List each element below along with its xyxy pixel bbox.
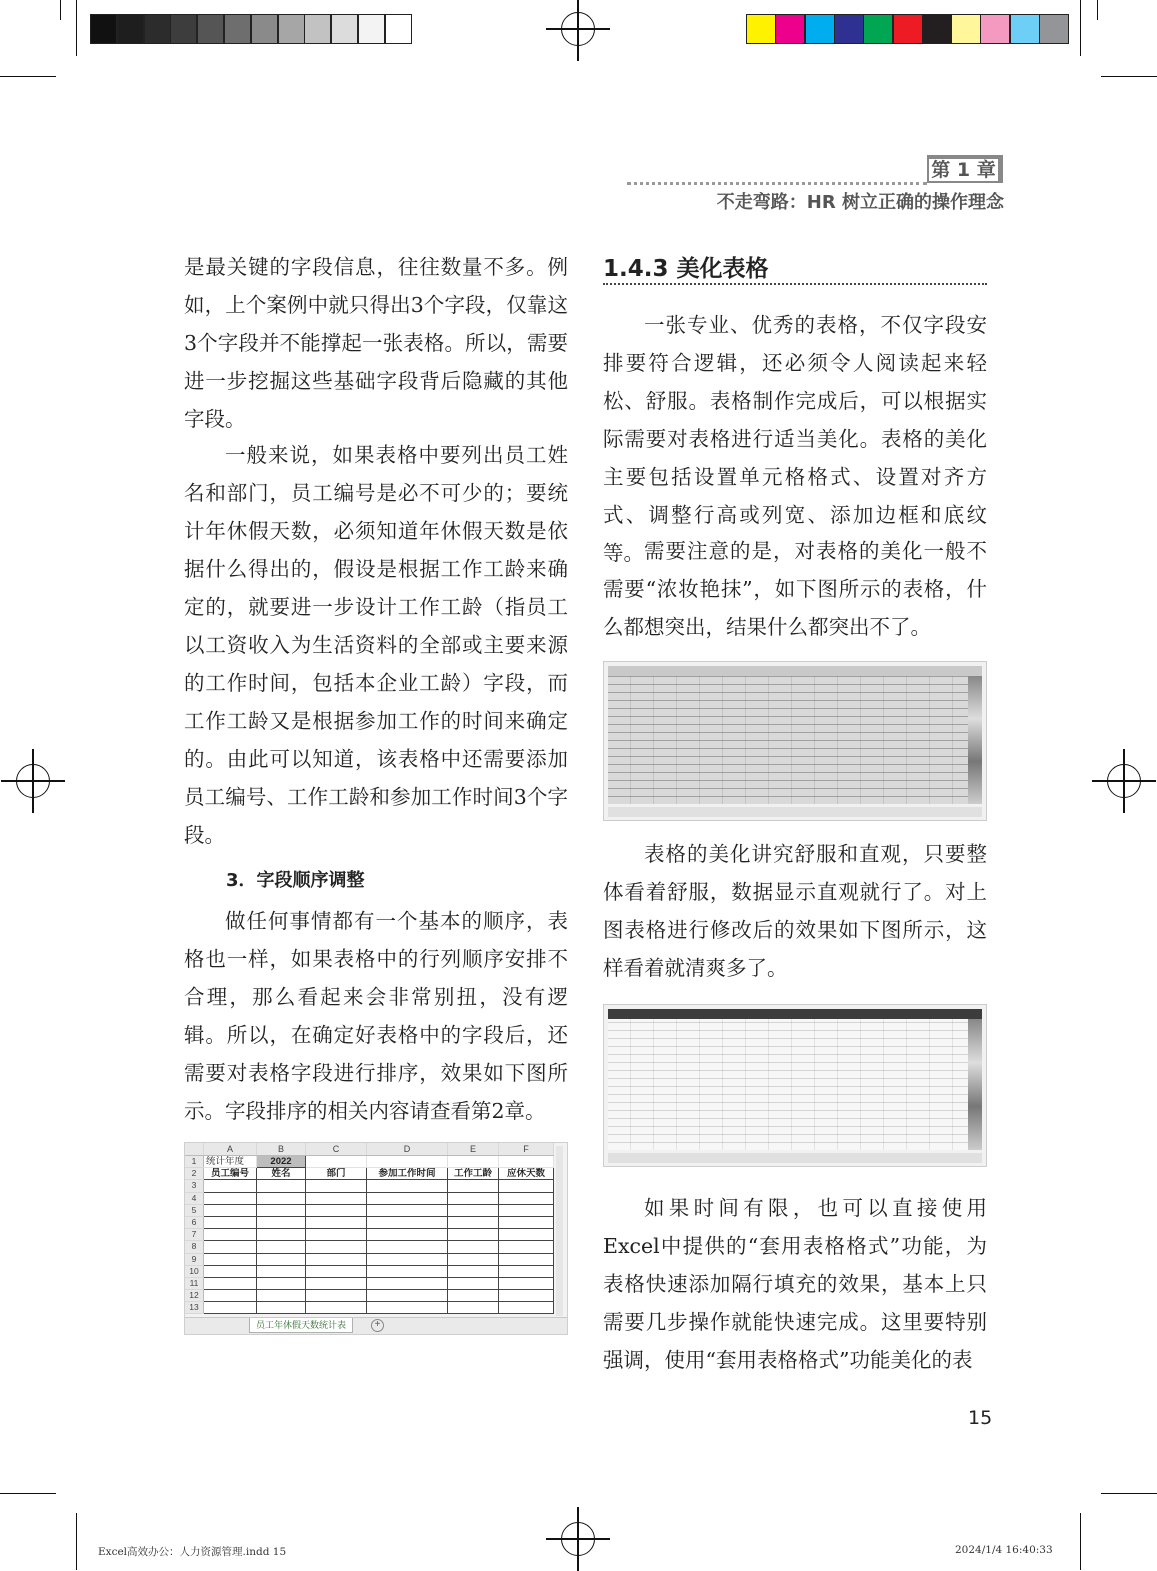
gray-swatch [90,14,117,44]
sheet-tab-bar [185,1317,567,1334]
data-cell[interactable] [306,1302,367,1314]
data-cell[interactable] [204,1192,257,1204]
right-paragraph-2 [603,532,987,646]
data-cell[interactable] [257,1229,306,1241]
gray-swatch [358,14,385,44]
gray-swatch [144,14,171,44]
table-row [185,1290,554,1302]
table-row [185,1265,554,1277]
data-cell[interactable] [367,1229,448,1241]
color-swatch [951,14,981,44]
spreadsheet-body [185,1180,554,1314]
data-cell[interactable] [204,1180,257,1192]
table-row [185,1253,554,1265]
header-cell: 部门 [306,1168,367,1180]
data-cell[interactable] [499,1277,554,1289]
data-cell[interactable] [257,1290,306,1302]
data-cell[interactable] [448,1290,499,1302]
color-swatch [775,14,805,44]
paragraph-text: 表格的美化讲究舒服和直观，只要整体看着舒服，数据显示直观就行了。对上图表格进行修改后的效果如下图所示，这样看着就清爽多了。 [603,842,987,980]
crop-mark-bottom-left-v [76,1513,77,1570]
crop-mark-bottom-right-h [1101,1493,1157,1494]
data-cell[interactable] [204,1290,257,1302]
slug-filename: Excel高效办公：人力资源管理.indd 15 [98,1546,287,1558]
data-cell[interactable] [448,1277,499,1289]
data-cell[interactable] [257,1192,306,1204]
slug-timestamp: 2024/1/4 16:40:33 [955,1544,1053,1556]
empty-cell [499,1156,554,1168]
row-number: 9 [185,1253,204,1265]
column-header: D [367,1143,448,1156]
data-cell[interactable] [257,1241,306,1253]
row-number: 11 [185,1277,204,1289]
column-header: C [306,1143,367,1156]
data-cell[interactable] [257,1277,306,1289]
add-sheet-icon[interactable]: + [371,1319,384,1332]
beautified-table-screenshot [603,1004,987,1167]
section-title: 1.4.3 美化表格 [603,256,769,282]
data-cell[interactable] [306,1180,367,1192]
gray-swatch [224,14,251,44]
screenshot-header-row [608,666,982,676]
paragraph-text: 如果时间有限，也可以直接使用Excel中提供的“套用表格格式”功能，为表格快速添加隔行填充的效果，基本上只需要几步操作就能快速完成。这里要特别强调，使用“套用表格格式”功能美化的表 [603,1196,987,1372]
data-cell[interactable] [306,1192,367,1204]
screenshot-highlight-column [968,676,982,804]
table-row [185,1192,554,1204]
table-row [185,1302,554,1314]
gray-swatch [197,14,224,44]
table-row [185,1277,554,1289]
data-cell[interactable] [448,1302,499,1314]
screenshot-header-row [608,1009,982,1019]
empty-cell [306,1156,367,1168]
chapter-subtitle: 不走弯路：HR 树立正确的操作理念 [716,192,1004,213]
data-cell[interactable] [499,1192,554,1204]
header-cell: 应休天数 [499,1168,554,1180]
data-cell[interactable] [499,1253,554,1265]
column-header: A [204,1143,257,1156]
header-cell: 参加工作时间 [367,1168,448,1180]
row-number: 12 [185,1290,204,1302]
data-cell[interactable] [204,1253,257,1265]
section-title-underline [603,283,987,285]
vertical-scrollbar[interactable] [556,1146,563,1316]
color-swatch [834,14,864,44]
gray-swatch [304,14,331,44]
data-cell[interactable] [257,1253,306,1265]
data-cell[interactable] [306,1204,367,1216]
sheet-tab[interactable]: 员工年休假天数统计表 [249,1318,353,1333]
header-cell: 工作工龄 [448,1168,499,1180]
data-cell[interactable] [448,1265,499,1277]
paragraph-text: 是最关键的字段信息，往往数量不多。例如，上个案例中就只得出3个字段，仅靠这3个字段并不能撑起一张表格。所以，需要进一步挖掘这些基础字段背后隐藏的其他字段。 [184,255,568,431]
data-cell[interactable] [367,1216,448,1228]
column-header: E [448,1143,499,1156]
header-cell: 姓名 [257,1168,306,1180]
chapter-label: 第 1 章 [927,155,1003,183]
screenshot-data-grid [608,676,982,804]
color-swatch [805,14,835,44]
chapter-divider [627,182,927,185]
color-swatch [1010,14,1040,44]
crop-mark-top-right-h [1101,76,1157,77]
data-cell[interactable] [367,1265,448,1277]
row-number: 1 [185,1156,204,1168]
year-value-cell: 2022 [257,1156,306,1168]
left-paragraph-3 [184,902,568,1130]
paragraph-text: 需要注意的是，对表格的美化一般不需要“浓妆艳抹”，如下图所示的表格，什么都想突出，结果什么都突出不了。 [603,539,987,639]
spreadsheet-figure [184,1142,568,1335]
data-cell[interactable] [204,1302,257,1314]
data-cell[interactable] [367,1290,448,1302]
table-row [185,1204,554,1216]
row-number: 13 [185,1302,204,1314]
color-swatch [1039,14,1069,44]
data-cell[interactable] [204,1277,257,1289]
paragraph-text: 做任何事情都有一个基本的顺序，表格也一样，如果表格中的行列顺序安排不合理，那么看起来会非常别扭，没有逻辑。所以，在确定好表格中的字段后，还需要对表格字段进行排序，效果如下图所示。字段排序的相关内容请查看第2章。 [184,909,568,1123]
data-cell[interactable] [499,1302,554,1314]
data-cell[interactable] [367,1277,448,1289]
row-number: 5 [185,1204,204,1216]
gray-swatch [251,14,278,44]
row-number: 4 [185,1192,204,1204]
color-swatch [863,14,893,44]
data-cell[interactable] [204,1265,257,1277]
data-cell[interactable] [257,1302,306,1314]
left-paragraph-2 [184,436,568,854]
data-cell[interactable] [367,1253,448,1265]
crop-mark-bottom-right-v [1080,1513,1081,1570]
color-swatch [893,14,923,44]
registration-mark-right [1107,764,1141,798]
data-cell[interactable] [448,1204,499,1216]
table-row [185,1216,554,1228]
page-number: 15 [968,1407,993,1429]
crop-mark-top-left-v2 [60,0,61,20]
right-paragraph-3 [603,835,987,987]
paragraph-text: 一张专业、优秀的表格，不仅字段安排要符合逻辑，还必须令人阅读起来轻松、舒服。表格制作完成后，可以根据实际需要对表格进行适当美化。表格的美化主要包括设置单元格格式、设置对齐方式、调整行高或列宽、添加边框和底纹等。 [603,313,987,565]
data-cell[interactable] [499,1216,554,1228]
data-cell[interactable] [499,1229,554,1241]
data-cell[interactable] [257,1204,306,1216]
data-cell[interactable] [499,1180,554,1192]
gray-swatch [278,14,305,44]
data-cell[interactable] [306,1265,367,1277]
data-cell[interactable] [257,1265,306,1277]
data-cell[interactable] [448,1192,499,1204]
color-swatch [980,14,1010,44]
data-cell[interactable] [367,1180,448,1192]
data-cell[interactable] [499,1241,554,1253]
paragraph-text: 一般来说，如果表格中要列出员工姓名和部门，员工编号是必不可少的；要统计年休假天数，必须知道年休假天数是依据什么得出的，假设是根据工作工龄来确定的，就要进一步设计工作工龄（指员工以工资收入为生活资料的全部或主要来源的工作时间，包括本企业工龄）字段，而工作工龄又是根据参加工作的时间来确定的。由此可以知道，该表格中还需要添加员工编号、工作工龄和参加工作时间3个字段。 [184,443,568,847]
overdecorated-table-screenshot [603,661,987,821]
data-cell[interactable] [448,1180,499,1192]
table-row [185,1241,554,1253]
row-number: 3 [185,1180,204,1192]
crop-mark-top-right-v2 [1097,0,1098,20]
column-header: F [499,1143,554,1156]
data-cell[interactable] [257,1216,306,1228]
data-cell[interactable] [367,1192,448,1204]
data-cell[interactable] [448,1216,499,1228]
registration-mark-left [16,764,50,798]
color-swatch [922,14,952,44]
data-cell[interactable] [204,1204,257,1216]
data-cell[interactable] [367,1302,448,1314]
data-cell[interactable] [499,1290,554,1302]
table-row [185,1229,554,1241]
subheading-field-order: 3．字段顺序调整 [226,870,365,891]
data-cell[interactable] [204,1241,257,1253]
data-cell[interactable] [257,1180,306,1192]
row-number: 2 [185,1168,204,1180]
screenshot-tab-bar [608,807,982,817]
data-cell[interactable] [306,1229,367,1241]
data-cell[interactable] [499,1265,554,1277]
data-cell[interactable] [306,1241,367,1253]
row-number: 6 [185,1216,204,1228]
column-header: B [257,1143,306,1156]
corner-cell [185,1143,204,1156]
left-paragraph-continued [184,248,568,438]
spreadsheet-grid [185,1143,554,1314]
empty-cell [367,1156,448,1168]
gray-swatch [170,14,197,44]
header-cell: 员工编号 [204,1168,257,1180]
screenshot-data-grid [608,1019,982,1150]
table-row [185,1180,554,1192]
crop-mark-bottom-left-h [0,1493,56,1494]
data-cell[interactable] [367,1241,448,1253]
crop-mark-top-right-v [1080,0,1081,56]
gray-swatch [331,14,358,44]
row-number: 7 [185,1229,204,1241]
row-number: 8 [185,1241,204,1253]
color-swatch [746,14,776,44]
empty-cell [448,1156,499,1168]
crop-mark-top-left-h [0,76,56,77]
registration-mark-bottom [561,1522,595,1556]
row-number: 10 [185,1265,204,1277]
data-cell[interactable] [448,1253,499,1265]
screenshot-tab-bar [608,1153,982,1163]
right-paragraph-4 [603,1189,987,1379]
data-cell[interactable] [448,1241,499,1253]
data-cell[interactable] [306,1216,367,1228]
data-cell[interactable] [204,1216,257,1228]
crop-mark-top-left-v [76,0,77,56]
gray-swatch [385,14,412,44]
screenshot-highlight-column [968,1019,982,1150]
gray-swatch [117,14,144,44]
data-cell[interactable] [499,1204,554,1216]
data-cell[interactable] [367,1204,448,1216]
data-cell[interactable] [306,1253,367,1265]
data-cell[interactable] [306,1277,367,1289]
data-cell[interactable] [204,1229,257,1241]
registration-mark-top [561,12,595,46]
data-cell[interactable] [448,1229,499,1241]
year-label-cell: 统计年度 [204,1156,257,1168]
data-cell[interactable] [306,1290,367,1302]
